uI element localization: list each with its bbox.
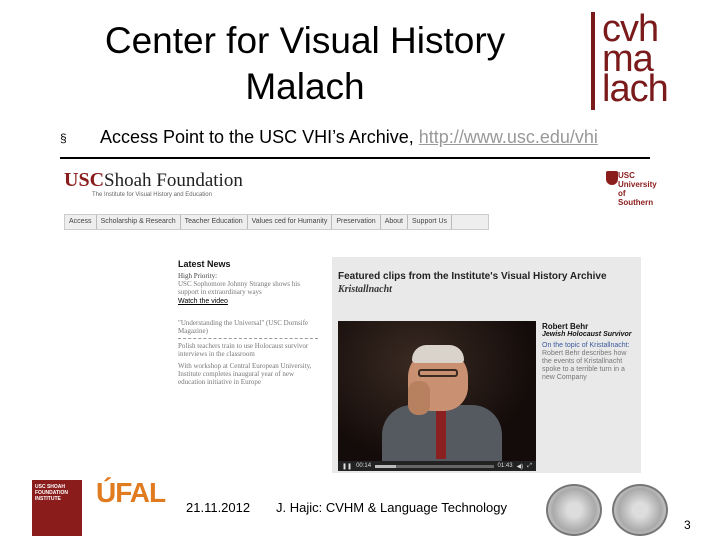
person-role: Jewish Holocaust Survivor — [542, 331, 632, 338]
title-line-2: Malach — [245, 66, 365, 107]
video-progress-fill — [375, 465, 396, 468]
site-nav — [64, 214, 489, 230]
logo-bar — [591, 12, 595, 110]
clip-sidebar — [542, 323, 637, 382]
time-total: 01:43 — [497, 463, 513, 469]
archive-link[interactable]: http://www.usc.edu/vhi — [418, 127, 598, 147]
nav-item-access[interactable]: Access — [65, 215, 97, 229]
nav-item-about[interactable]: About — [381, 215, 408, 229]
website-screenshot — [62, 163, 657, 473]
cvhmalach-logo: cvh ma lach — [602, 8, 668, 110]
university-seal-icon — [546, 484, 602, 536]
fullscreen-icon[interactable]: ⤢ — [527, 462, 532, 469]
title-line-1: Center for Visual History — [104, 20, 506, 61]
usc-university-logo[interactable]: USC University of Southern — [618, 171, 657, 207]
latest-news-heading: Latest News — [178, 259, 231, 269]
nav-item-scholarship[interactable]: Scholarship & Research — [97, 215, 181, 229]
news-item-3-title[interactable]: Polish teachers train to use Holocaust survivor interviews in the classroom — [178, 342, 309, 358]
person-name: Robert Behr — [542, 322, 589, 331]
slide-date: 21.11.2012 — [186, 500, 251, 515]
bullet-text: Access Point to the USC VHI’s Archive, http://www.usc.edu/vhi — [100, 127, 598, 147]
news-item-2-title[interactable]: "Understanding the Universal" (USC Dornsife Magazine) — [178, 319, 309, 335]
latest-news — [178, 259, 318, 469]
nav-item-preservation[interactable]: Preservation — [332, 215, 380, 229]
bullet-icon: § — [60, 131, 67, 145]
ufal-logo: ÚFAL — [96, 477, 166, 508]
volume-icon[interactable]: ◀) — [516, 463, 524, 470]
charles-university-seal-icon — [612, 484, 668, 536]
featured-clips — [332, 257, 641, 473]
nav-item-teacher-education[interactable]: Teacher Education — [181, 215, 248, 229]
news-item-3-text: With workshop at Central European University, Institute completes inaugural year of new education initiative in Europe — [178, 362, 312, 386]
featured-heading: Featured clips from the Institute's Visual History Archive — [338, 271, 607, 282]
featured-subheading: Kristallnacht — [338, 284, 392, 295]
watch-video-link[interactable]: Watch the video — [178, 298, 228, 305]
time-current: 00:14 — [356, 463, 372, 469]
news-separator — [178, 338, 318, 339]
nav-item-support[interactable]: Support Us — [408, 215, 452, 229]
news-item-1-text: USC Sophomore Johnny Strange shows his support in extraordinary ways — [178, 280, 300, 296]
pause-icon[interactable]: ❚❚ — [342, 463, 353, 470]
divider-rule — [60, 157, 650, 159]
video-controls — [338, 461, 536, 471]
slide-title — [60, 18, 550, 110]
page-number: 3 — [684, 518, 691, 532]
video-player[interactable] — [338, 321, 536, 461]
usc-shoah-footer-logo: USC SHOAH FOUNDATION INSTITUTE — [32, 480, 82, 536]
slide-credit: J. Hajic: CVHM & Language Technology — [276, 500, 507, 515]
clip-description: Robert Behr describes how the events of Kristallnacht spoke to a terrible turn in a new Company — [542, 350, 627, 381]
usc-subtitle: The Institute for Visual History and Education — [92, 192, 212, 198]
video-progress-bar[interactable] — [375, 465, 493, 468]
news-item-1-title[interactable]: High Priority: — [178, 272, 218, 280]
nav-item-values[interactable]: Values ced for Humanity — [248, 215, 333, 229]
clip-topic[interactable]: On the topic of Kristallnacht: — [542, 342, 630, 349]
usc-shoah-logo[interactable]: USCShoah Foundation — [64, 169, 243, 191]
